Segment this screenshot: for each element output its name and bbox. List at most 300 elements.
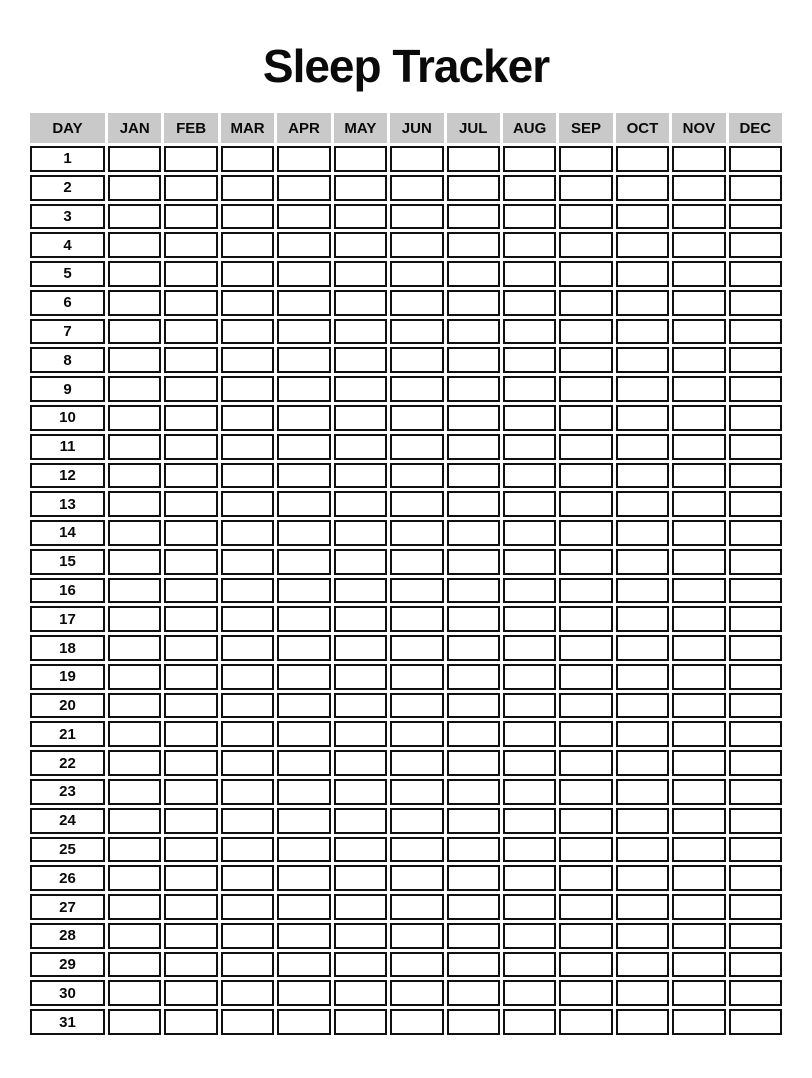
tracker-cell-nov-9[interactable] bbox=[672, 376, 725, 402]
tracker-cell-mar-31[interactable] bbox=[221, 1009, 274, 1035]
tracker-cell-dec-26[interactable] bbox=[729, 865, 782, 891]
tracker-cell-aug-16[interactable] bbox=[503, 578, 556, 604]
tracker-cell-jul-6[interactable] bbox=[447, 290, 500, 316]
tracker-cell-jun-21[interactable] bbox=[390, 721, 443, 747]
tracker-cell-oct-14[interactable] bbox=[616, 520, 669, 546]
tracker-cell-aug-8[interactable] bbox=[503, 347, 556, 373]
tracker-cell-mar-18[interactable] bbox=[221, 635, 274, 661]
tracker-cell-nov-8[interactable] bbox=[672, 347, 725, 373]
tracker-cell-apr-28[interactable] bbox=[277, 923, 330, 949]
tracker-cell-dec-6[interactable] bbox=[729, 290, 782, 316]
tracker-cell-jan-4[interactable] bbox=[108, 232, 161, 258]
tracker-cell-jun-13[interactable] bbox=[390, 491, 443, 517]
tracker-cell-mar-19[interactable] bbox=[221, 664, 274, 690]
tracker-cell-oct-1[interactable] bbox=[616, 146, 669, 172]
tracker-cell-sep-12[interactable] bbox=[559, 463, 612, 489]
tracker-cell-apr-7[interactable] bbox=[277, 319, 330, 345]
tracker-cell-jun-9[interactable] bbox=[390, 376, 443, 402]
tracker-cell-feb-11[interactable] bbox=[164, 434, 217, 460]
tracker-cell-jun-17[interactable] bbox=[390, 606, 443, 632]
tracker-cell-jan-5[interactable] bbox=[108, 261, 161, 287]
tracker-cell-mar-11[interactable] bbox=[221, 434, 274, 460]
tracker-cell-may-20[interactable] bbox=[334, 693, 387, 719]
tracker-cell-nov-7[interactable] bbox=[672, 319, 725, 345]
tracker-cell-apr-31[interactable] bbox=[277, 1009, 330, 1035]
tracker-cell-feb-7[interactable] bbox=[164, 319, 217, 345]
tracker-cell-sep-14[interactable] bbox=[559, 520, 612, 546]
tracker-cell-jul-13[interactable] bbox=[447, 491, 500, 517]
tracker-cell-may-18[interactable] bbox=[334, 635, 387, 661]
tracker-cell-oct-21[interactable] bbox=[616, 721, 669, 747]
tracker-cell-apr-15[interactable] bbox=[277, 549, 330, 575]
tracker-cell-feb-21[interactable] bbox=[164, 721, 217, 747]
tracker-cell-feb-9[interactable] bbox=[164, 376, 217, 402]
tracker-cell-nov-10[interactable] bbox=[672, 405, 725, 431]
tracker-cell-jul-14[interactable] bbox=[447, 520, 500, 546]
tracker-cell-jul-3[interactable] bbox=[447, 204, 500, 230]
tracker-cell-aug-19[interactable] bbox=[503, 664, 556, 690]
tracker-cell-jun-24[interactable] bbox=[390, 808, 443, 834]
tracker-cell-aug-29[interactable] bbox=[503, 952, 556, 978]
tracker-cell-nov-5[interactable] bbox=[672, 261, 725, 287]
tracker-cell-dec-30[interactable] bbox=[729, 980, 782, 1006]
tracker-cell-jul-2[interactable] bbox=[447, 175, 500, 201]
tracker-cell-dec-12[interactable] bbox=[729, 463, 782, 489]
tracker-cell-jun-26[interactable] bbox=[390, 865, 443, 891]
tracker-cell-dec-19[interactable] bbox=[729, 664, 782, 690]
tracker-cell-may-7[interactable] bbox=[334, 319, 387, 345]
tracker-cell-sep-2[interactable] bbox=[559, 175, 612, 201]
tracker-cell-aug-18[interactable] bbox=[503, 635, 556, 661]
tracker-cell-apr-9[interactable] bbox=[277, 376, 330, 402]
tracker-cell-feb-28[interactable] bbox=[164, 923, 217, 949]
tracker-cell-mar-4[interactable] bbox=[221, 232, 274, 258]
tracker-cell-sep-3[interactable] bbox=[559, 204, 612, 230]
tracker-cell-jan-31[interactable] bbox=[108, 1009, 161, 1035]
tracker-cell-aug-12[interactable] bbox=[503, 463, 556, 489]
tracker-cell-jan-6[interactable] bbox=[108, 290, 161, 316]
tracker-cell-feb-5[interactable] bbox=[164, 261, 217, 287]
tracker-cell-jan-8[interactable] bbox=[108, 347, 161, 373]
tracker-cell-mar-10[interactable] bbox=[221, 405, 274, 431]
tracker-cell-nov-2[interactable] bbox=[672, 175, 725, 201]
tracker-cell-dec-8[interactable] bbox=[729, 347, 782, 373]
tracker-cell-sep-7[interactable] bbox=[559, 319, 612, 345]
tracker-cell-jul-31[interactable] bbox=[447, 1009, 500, 1035]
tracker-cell-apr-29[interactable] bbox=[277, 952, 330, 978]
tracker-cell-feb-29[interactable] bbox=[164, 952, 217, 978]
tracker-cell-jun-18[interactable] bbox=[390, 635, 443, 661]
tracker-cell-jun-7[interactable] bbox=[390, 319, 443, 345]
tracker-cell-oct-8[interactable] bbox=[616, 347, 669, 373]
tracker-cell-may-5[interactable] bbox=[334, 261, 387, 287]
tracker-cell-nov-22[interactable] bbox=[672, 750, 725, 776]
tracker-cell-jan-7[interactable] bbox=[108, 319, 161, 345]
tracker-cell-oct-7[interactable] bbox=[616, 319, 669, 345]
tracker-cell-nov-20[interactable] bbox=[672, 693, 725, 719]
tracker-cell-aug-4[interactable] bbox=[503, 232, 556, 258]
tracker-cell-nov-23[interactable] bbox=[672, 779, 725, 805]
tracker-cell-dec-21[interactable] bbox=[729, 721, 782, 747]
tracker-cell-oct-25[interactable] bbox=[616, 837, 669, 863]
tracker-cell-sep-21[interactable] bbox=[559, 721, 612, 747]
tracker-cell-aug-25[interactable] bbox=[503, 837, 556, 863]
tracker-cell-feb-26[interactable] bbox=[164, 865, 217, 891]
tracker-cell-sep-19[interactable] bbox=[559, 664, 612, 690]
tracker-cell-oct-15[interactable] bbox=[616, 549, 669, 575]
tracker-cell-mar-15[interactable] bbox=[221, 549, 274, 575]
tracker-cell-nov-14[interactable] bbox=[672, 520, 725, 546]
tracker-cell-mar-17[interactable] bbox=[221, 606, 274, 632]
tracker-cell-jun-31[interactable] bbox=[390, 1009, 443, 1035]
tracker-cell-jan-15[interactable] bbox=[108, 549, 161, 575]
tracker-cell-feb-1[interactable] bbox=[164, 146, 217, 172]
tracker-cell-feb-12[interactable] bbox=[164, 463, 217, 489]
tracker-cell-may-16[interactable] bbox=[334, 578, 387, 604]
tracker-cell-aug-23[interactable] bbox=[503, 779, 556, 805]
tracker-cell-jun-3[interactable] bbox=[390, 204, 443, 230]
tracker-cell-jan-26[interactable] bbox=[108, 865, 161, 891]
tracker-cell-feb-23[interactable] bbox=[164, 779, 217, 805]
tracker-cell-oct-23[interactable] bbox=[616, 779, 669, 805]
tracker-cell-may-13[interactable] bbox=[334, 491, 387, 517]
tracker-cell-feb-18[interactable] bbox=[164, 635, 217, 661]
tracker-cell-dec-16[interactable] bbox=[729, 578, 782, 604]
tracker-cell-may-25[interactable] bbox=[334, 837, 387, 863]
tracker-cell-jun-1[interactable] bbox=[390, 146, 443, 172]
tracker-cell-oct-26[interactable] bbox=[616, 865, 669, 891]
tracker-cell-oct-2[interactable] bbox=[616, 175, 669, 201]
tracker-cell-oct-27[interactable] bbox=[616, 894, 669, 920]
tracker-cell-aug-24[interactable] bbox=[503, 808, 556, 834]
tracker-cell-feb-20[interactable] bbox=[164, 693, 217, 719]
tracker-cell-dec-20[interactable] bbox=[729, 693, 782, 719]
tracker-cell-may-14[interactable] bbox=[334, 520, 387, 546]
tracker-cell-aug-3[interactable] bbox=[503, 204, 556, 230]
tracker-cell-oct-11[interactable] bbox=[616, 434, 669, 460]
tracker-cell-mar-3[interactable] bbox=[221, 204, 274, 230]
tracker-cell-dec-18[interactable] bbox=[729, 635, 782, 661]
tracker-cell-aug-1[interactable] bbox=[503, 146, 556, 172]
tracker-cell-oct-13[interactable] bbox=[616, 491, 669, 517]
tracker-cell-aug-5[interactable] bbox=[503, 261, 556, 287]
tracker-cell-aug-26[interactable] bbox=[503, 865, 556, 891]
tracker-cell-may-10[interactable] bbox=[334, 405, 387, 431]
tracker-cell-apr-16[interactable] bbox=[277, 578, 330, 604]
tracker-cell-apr-5[interactable] bbox=[277, 261, 330, 287]
tracker-cell-jul-19[interactable] bbox=[447, 664, 500, 690]
tracker-cell-jun-23[interactable] bbox=[390, 779, 443, 805]
tracker-cell-nov-13[interactable] bbox=[672, 491, 725, 517]
tracker-cell-jan-19[interactable] bbox=[108, 664, 161, 690]
tracker-cell-jan-24[interactable] bbox=[108, 808, 161, 834]
tracker-cell-jan-16[interactable] bbox=[108, 578, 161, 604]
tracker-cell-jan-29[interactable] bbox=[108, 952, 161, 978]
tracker-cell-sep-22[interactable] bbox=[559, 750, 612, 776]
tracker-cell-mar-29[interactable] bbox=[221, 952, 274, 978]
tracker-cell-jun-20[interactable] bbox=[390, 693, 443, 719]
tracker-cell-feb-2[interactable] bbox=[164, 175, 217, 201]
tracker-cell-sep-20[interactable] bbox=[559, 693, 612, 719]
tracker-cell-mar-12[interactable] bbox=[221, 463, 274, 489]
tracker-cell-dec-9[interactable] bbox=[729, 376, 782, 402]
tracker-cell-aug-30[interactable] bbox=[503, 980, 556, 1006]
tracker-cell-feb-24[interactable] bbox=[164, 808, 217, 834]
tracker-cell-may-8[interactable] bbox=[334, 347, 387, 373]
tracker-cell-jul-26[interactable] bbox=[447, 865, 500, 891]
tracker-cell-feb-6[interactable] bbox=[164, 290, 217, 316]
tracker-cell-jul-7[interactable] bbox=[447, 319, 500, 345]
tracker-cell-feb-15[interactable] bbox=[164, 549, 217, 575]
tracker-cell-sep-16[interactable] bbox=[559, 578, 612, 604]
tracker-cell-dec-28[interactable] bbox=[729, 923, 782, 949]
tracker-cell-dec-3[interactable] bbox=[729, 204, 782, 230]
tracker-cell-aug-17[interactable] bbox=[503, 606, 556, 632]
tracker-cell-may-22[interactable] bbox=[334, 750, 387, 776]
tracker-cell-jun-12[interactable] bbox=[390, 463, 443, 489]
tracker-cell-may-12[interactable] bbox=[334, 463, 387, 489]
tracker-cell-oct-19[interactable] bbox=[616, 664, 669, 690]
tracker-cell-dec-22[interactable] bbox=[729, 750, 782, 776]
tracker-cell-dec-13[interactable] bbox=[729, 491, 782, 517]
tracker-cell-mar-20[interactable] bbox=[221, 693, 274, 719]
tracker-cell-oct-31[interactable] bbox=[616, 1009, 669, 1035]
tracker-cell-may-6[interactable] bbox=[334, 290, 387, 316]
tracker-cell-apr-2[interactable] bbox=[277, 175, 330, 201]
tracker-cell-jun-14[interactable] bbox=[390, 520, 443, 546]
tracker-cell-sep-26[interactable] bbox=[559, 865, 612, 891]
tracker-cell-may-15[interactable] bbox=[334, 549, 387, 575]
tracker-cell-jun-28[interactable] bbox=[390, 923, 443, 949]
tracker-cell-dec-25[interactable] bbox=[729, 837, 782, 863]
tracker-cell-sep-28[interactable] bbox=[559, 923, 612, 949]
tracker-cell-mar-8[interactable] bbox=[221, 347, 274, 373]
tracker-cell-aug-21[interactable] bbox=[503, 721, 556, 747]
tracker-cell-may-19[interactable] bbox=[334, 664, 387, 690]
tracker-cell-feb-30[interactable] bbox=[164, 980, 217, 1006]
tracker-cell-jul-28[interactable] bbox=[447, 923, 500, 949]
tracker-cell-mar-9[interactable] bbox=[221, 376, 274, 402]
tracker-cell-may-2[interactable] bbox=[334, 175, 387, 201]
tracker-cell-may-17[interactable] bbox=[334, 606, 387, 632]
tracker-cell-oct-4[interactable] bbox=[616, 232, 669, 258]
tracker-cell-jun-25[interactable] bbox=[390, 837, 443, 863]
tracker-cell-jan-3[interactable] bbox=[108, 204, 161, 230]
tracker-cell-may-9[interactable] bbox=[334, 376, 387, 402]
tracker-cell-mar-6[interactable] bbox=[221, 290, 274, 316]
tracker-cell-sep-29[interactable] bbox=[559, 952, 612, 978]
tracker-cell-mar-5[interactable] bbox=[221, 261, 274, 287]
tracker-cell-feb-22[interactable] bbox=[164, 750, 217, 776]
tracker-cell-apr-1[interactable] bbox=[277, 146, 330, 172]
tracker-cell-feb-27[interactable] bbox=[164, 894, 217, 920]
tracker-cell-aug-6[interactable] bbox=[503, 290, 556, 316]
tracker-cell-nov-25[interactable] bbox=[672, 837, 725, 863]
tracker-cell-nov-18[interactable] bbox=[672, 635, 725, 661]
tracker-cell-jul-11[interactable] bbox=[447, 434, 500, 460]
tracker-cell-oct-20[interactable] bbox=[616, 693, 669, 719]
tracker-cell-nov-11[interactable] bbox=[672, 434, 725, 460]
tracker-cell-sep-13[interactable] bbox=[559, 491, 612, 517]
tracker-cell-nov-24[interactable] bbox=[672, 808, 725, 834]
tracker-cell-sep-23[interactable] bbox=[559, 779, 612, 805]
tracker-cell-feb-31[interactable] bbox=[164, 1009, 217, 1035]
tracker-cell-dec-23[interactable] bbox=[729, 779, 782, 805]
tracker-cell-aug-22[interactable] bbox=[503, 750, 556, 776]
tracker-cell-mar-30[interactable] bbox=[221, 980, 274, 1006]
tracker-cell-mar-26[interactable] bbox=[221, 865, 274, 891]
tracker-cell-jul-10[interactable] bbox=[447, 405, 500, 431]
tracker-cell-aug-2[interactable] bbox=[503, 175, 556, 201]
tracker-cell-jul-25[interactable] bbox=[447, 837, 500, 863]
tracker-cell-jun-30[interactable] bbox=[390, 980, 443, 1006]
tracker-cell-oct-18[interactable] bbox=[616, 635, 669, 661]
tracker-cell-apr-3[interactable] bbox=[277, 204, 330, 230]
tracker-cell-mar-21[interactable] bbox=[221, 721, 274, 747]
tracker-cell-may-4[interactable] bbox=[334, 232, 387, 258]
tracker-cell-jul-29[interactable] bbox=[447, 952, 500, 978]
tracker-cell-apr-13[interactable] bbox=[277, 491, 330, 517]
tracker-cell-mar-24[interactable] bbox=[221, 808, 274, 834]
tracker-cell-apr-27[interactable] bbox=[277, 894, 330, 920]
tracker-cell-nov-19[interactable] bbox=[672, 664, 725, 690]
tracker-cell-nov-30[interactable] bbox=[672, 980, 725, 1006]
tracker-cell-jun-2[interactable] bbox=[390, 175, 443, 201]
tracker-cell-oct-9[interactable] bbox=[616, 376, 669, 402]
tracker-cell-dec-24[interactable] bbox=[729, 808, 782, 834]
tracker-cell-sep-1[interactable] bbox=[559, 146, 612, 172]
tracker-cell-oct-30[interactable] bbox=[616, 980, 669, 1006]
tracker-cell-dec-11[interactable] bbox=[729, 434, 782, 460]
tracker-cell-jan-22[interactable] bbox=[108, 750, 161, 776]
tracker-cell-mar-16[interactable] bbox=[221, 578, 274, 604]
tracker-cell-apr-19[interactable] bbox=[277, 664, 330, 690]
tracker-cell-oct-28[interactable] bbox=[616, 923, 669, 949]
tracker-cell-jul-27[interactable] bbox=[447, 894, 500, 920]
tracker-cell-nov-16[interactable] bbox=[672, 578, 725, 604]
tracker-cell-mar-27[interactable] bbox=[221, 894, 274, 920]
tracker-cell-oct-24[interactable] bbox=[616, 808, 669, 834]
tracker-cell-may-3[interactable] bbox=[334, 204, 387, 230]
tracker-cell-jun-27[interactable] bbox=[390, 894, 443, 920]
tracker-cell-jan-30[interactable] bbox=[108, 980, 161, 1006]
tracker-cell-apr-14[interactable] bbox=[277, 520, 330, 546]
tracker-cell-feb-25[interactable] bbox=[164, 837, 217, 863]
tracker-cell-oct-12[interactable] bbox=[616, 463, 669, 489]
tracker-cell-dec-4[interactable] bbox=[729, 232, 782, 258]
tracker-cell-jan-10[interactable] bbox=[108, 405, 161, 431]
tracker-cell-feb-4[interactable] bbox=[164, 232, 217, 258]
tracker-cell-may-21[interactable] bbox=[334, 721, 387, 747]
tracker-cell-jun-15[interactable] bbox=[390, 549, 443, 575]
tracker-cell-jun-8[interactable] bbox=[390, 347, 443, 373]
tracker-cell-aug-20[interactable] bbox=[503, 693, 556, 719]
tracker-cell-sep-27[interactable] bbox=[559, 894, 612, 920]
tracker-cell-jan-27[interactable] bbox=[108, 894, 161, 920]
tracker-cell-aug-27[interactable] bbox=[503, 894, 556, 920]
tracker-cell-jun-22[interactable] bbox=[390, 750, 443, 776]
tracker-cell-aug-9[interactable] bbox=[503, 376, 556, 402]
tracker-cell-sep-15[interactable] bbox=[559, 549, 612, 575]
tracker-cell-mar-14[interactable] bbox=[221, 520, 274, 546]
tracker-cell-jan-18[interactable] bbox=[108, 635, 161, 661]
tracker-cell-sep-24[interactable] bbox=[559, 808, 612, 834]
tracker-cell-feb-14[interactable] bbox=[164, 520, 217, 546]
tracker-cell-oct-29[interactable] bbox=[616, 952, 669, 978]
tracker-cell-jul-8[interactable] bbox=[447, 347, 500, 373]
tracker-cell-nov-4[interactable] bbox=[672, 232, 725, 258]
tracker-cell-jan-11[interactable] bbox=[108, 434, 161, 460]
tracker-cell-apr-30[interactable] bbox=[277, 980, 330, 1006]
tracker-cell-jul-24[interactable] bbox=[447, 808, 500, 834]
tracker-cell-jun-10[interactable] bbox=[390, 405, 443, 431]
tracker-cell-jul-4[interactable] bbox=[447, 232, 500, 258]
tracker-cell-may-28[interactable] bbox=[334, 923, 387, 949]
tracker-cell-aug-10[interactable] bbox=[503, 405, 556, 431]
tracker-cell-oct-16[interactable] bbox=[616, 578, 669, 604]
tracker-cell-nov-17[interactable] bbox=[672, 606, 725, 632]
tracker-cell-apr-10[interactable] bbox=[277, 405, 330, 431]
tracker-cell-oct-17[interactable] bbox=[616, 606, 669, 632]
tracker-cell-mar-23[interactable] bbox=[221, 779, 274, 805]
tracker-cell-jul-17[interactable] bbox=[447, 606, 500, 632]
tracker-cell-mar-2[interactable] bbox=[221, 175, 274, 201]
tracker-cell-jul-15[interactable] bbox=[447, 549, 500, 575]
tracker-cell-dec-15[interactable] bbox=[729, 549, 782, 575]
tracker-cell-nov-27[interactable] bbox=[672, 894, 725, 920]
tracker-cell-jun-19[interactable] bbox=[390, 664, 443, 690]
tracker-cell-oct-6[interactable] bbox=[616, 290, 669, 316]
tracker-cell-nov-12[interactable] bbox=[672, 463, 725, 489]
tracker-cell-jan-13[interactable] bbox=[108, 491, 161, 517]
tracker-cell-aug-13[interactable] bbox=[503, 491, 556, 517]
tracker-cell-feb-19[interactable] bbox=[164, 664, 217, 690]
tracker-cell-dec-27[interactable] bbox=[729, 894, 782, 920]
tracker-cell-sep-8[interactable] bbox=[559, 347, 612, 373]
tracker-cell-feb-10[interactable] bbox=[164, 405, 217, 431]
tracker-cell-sep-9[interactable] bbox=[559, 376, 612, 402]
tracker-cell-apr-8[interactable] bbox=[277, 347, 330, 373]
tracker-cell-apr-12[interactable] bbox=[277, 463, 330, 489]
tracker-cell-jan-14[interactable] bbox=[108, 520, 161, 546]
tracker-cell-oct-22[interactable] bbox=[616, 750, 669, 776]
tracker-cell-jul-20[interactable] bbox=[447, 693, 500, 719]
tracker-cell-jan-12[interactable] bbox=[108, 463, 161, 489]
tracker-cell-apr-20[interactable] bbox=[277, 693, 330, 719]
tracker-cell-dec-14[interactable] bbox=[729, 520, 782, 546]
tracker-cell-nov-1[interactable] bbox=[672, 146, 725, 172]
tracker-cell-mar-13[interactable] bbox=[221, 491, 274, 517]
tracker-cell-oct-5[interactable] bbox=[616, 261, 669, 287]
tracker-cell-nov-29[interactable] bbox=[672, 952, 725, 978]
tracker-cell-dec-7[interactable] bbox=[729, 319, 782, 345]
tracker-cell-jun-29[interactable] bbox=[390, 952, 443, 978]
tracker-cell-sep-10[interactable] bbox=[559, 405, 612, 431]
tracker-cell-jul-22[interactable] bbox=[447, 750, 500, 776]
tracker-cell-jun-6[interactable] bbox=[390, 290, 443, 316]
tracker-cell-dec-1[interactable] bbox=[729, 146, 782, 172]
tracker-cell-mar-25[interactable] bbox=[221, 837, 274, 863]
tracker-cell-may-30[interactable] bbox=[334, 980, 387, 1006]
tracker-cell-nov-15[interactable] bbox=[672, 549, 725, 575]
tracker-cell-apr-24[interactable] bbox=[277, 808, 330, 834]
tracker-cell-jul-30[interactable] bbox=[447, 980, 500, 1006]
tracker-cell-sep-4[interactable] bbox=[559, 232, 612, 258]
tracker-cell-feb-16[interactable] bbox=[164, 578, 217, 604]
tracker-cell-jul-5[interactable] bbox=[447, 261, 500, 287]
tracker-cell-may-24[interactable] bbox=[334, 808, 387, 834]
tracker-cell-jan-1[interactable] bbox=[108, 146, 161, 172]
